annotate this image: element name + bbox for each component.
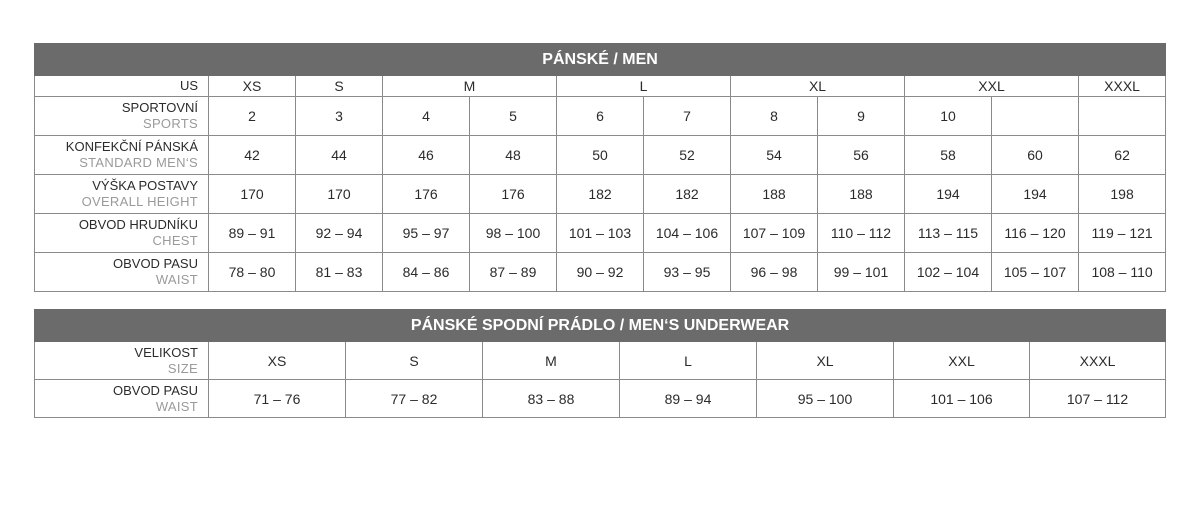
table-row-waist bbox=[35, 253, 1166, 292]
row-header: OBVOD HRUDNÍKU CHEST bbox=[35, 214, 209, 253]
table-cell: 2 bbox=[209, 97, 296, 136]
table-row-chest bbox=[35, 214, 1166, 253]
row-header: SPORTOVNÍ SPORTS bbox=[35, 97, 209, 136]
table-cell: 101 – 106 bbox=[894, 380, 1030, 418]
table-cell: 60 bbox=[992, 136, 1079, 175]
size-xxxl: XXXL bbox=[1079, 76, 1166, 97]
size-xs: XS bbox=[209, 342, 346, 380]
table-cell: 81 – 83 bbox=[296, 253, 383, 292]
table-cell: 182 bbox=[644, 175, 731, 214]
table-cell: 5 bbox=[470, 97, 557, 136]
table-cell: 113 – 115 bbox=[905, 214, 992, 253]
table-cell: 104 – 106 bbox=[644, 214, 731, 253]
table-cell: 107 – 112 bbox=[1030, 380, 1166, 418]
table-cell: 95 – 97 bbox=[383, 214, 470, 253]
size-m: M bbox=[483, 342, 620, 380]
table-cell: 4 bbox=[383, 97, 470, 136]
size-xl: XL bbox=[731, 76, 905, 97]
table-cell: 77 – 82 bbox=[346, 380, 483, 418]
table-cell: 101 – 103 bbox=[557, 214, 644, 253]
table-cell: 176 bbox=[383, 175, 470, 214]
table-cell: 10 bbox=[905, 97, 992, 136]
table-cell: 78 – 80 bbox=[209, 253, 296, 292]
table-cell: 71 – 76 bbox=[209, 380, 346, 418]
size-s: S bbox=[346, 342, 483, 380]
table-cell: 105 – 107 bbox=[992, 253, 1079, 292]
size-xs: XS bbox=[209, 76, 296, 97]
size-xxl: XXL bbox=[905, 76, 1079, 97]
table-cell: 90 – 92 bbox=[557, 253, 644, 292]
table-cell: 108 – 110 bbox=[1079, 253, 1166, 292]
men-size-table bbox=[34, 43, 1166, 292]
table-cell: 6 bbox=[557, 97, 644, 136]
table-cell: 83 – 88 bbox=[483, 380, 620, 418]
table-cell: 92 – 94 bbox=[296, 214, 383, 253]
size-m: M bbox=[383, 76, 557, 97]
underwear-size-header-row bbox=[35, 342, 1166, 380]
table-cell: 96 – 98 bbox=[731, 253, 818, 292]
table-cell: 93 – 95 bbox=[644, 253, 731, 292]
table-cell: 198 bbox=[1079, 175, 1166, 214]
table-cell: 170 bbox=[209, 175, 296, 214]
table-row-standard bbox=[35, 136, 1166, 175]
table-cell: 46 bbox=[383, 136, 470, 175]
table-cell: 89 – 94 bbox=[620, 380, 757, 418]
table-cell: 58 bbox=[905, 136, 992, 175]
row-header: KONFEKČNÍ PÁNSKÁ STANDARD MEN‘S bbox=[35, 136, 209, 175]
table-cell: 95 – 100 bbox=[757, 380, 894, 418]
table-cell: 52 bbox=[644, 136, 731, 175]
table-cell: 107 – 109 bbox=[731, 214, 818, 253]
men-size-header-row bbox=[35, 76, 1166, 97]
table-cell: 87 – 89 bbox=[470, 253, 557, 292]
table-cell: 119 – 121 bbox=[1079, 214, 1166, 253]
row-header: OBVOD PASU WAIST bbox=[35, 253, 209, 292]
size-l: L bbox=[557, 76, 731, 97]
table-cell: 194 bbox=[992, 175, 1079, 214]
row-header: VELIKOST SIZE bbox=[35, 342, 209, 380]
table-cell: 182 bbox=[557, 175, 644, 214]
table-row-waist bbox=[35, 380, 1166, 418]
size-l: L bbox=[620, 342, 757, 380]
us-size-label: US bbox=[35, 76, 209, 97]
table-cell: 50 bbox=[557, 136, 644, 175]
table-cell: 44 bbox=[296, 136, 383, 175]
table-cell: 8 bbox=[731, 97, 818, 136]
table-cell: 188 bbox=[731, 175, 818, 214]
table-cell: 84 – 86 bbox=[383, 253, 470, 292]
size-xxxl: XXXL bbox=[1030, 342, 1166, 380]
table-cell: 99 – 101 bbox=[818, 253, 905, 292]
table-cell: 110 – 112 bbox=[818, 214, 905, 253]
size-xl: XL bbox=[757, 342, 894, 380]
table-cell: 176 bbox=[470, 175, 557, 214]
size-s: S bbox=[296, 76, 383, 97]
table-row-height bbox=[35, 175, 1166, 214]
table-cell: 116 – 120 bbox=[992, 214, 1079, 253]
table-cell: 170 bbox=[296, 175, 383, 214]
men-table-title: PÁNSKÉ / MEN bbox=[35, 44, 1166, 76]
table-cell: 62 bbox=[1079, 136, 1166, 175]
row-header: OBVOD PASU WAIST bbox=[35, 380, 209, 418]
table-cell: 7 bbox=[644, 97, 731, 136]
table-row-sports bbox=[35, 97, 1166, 136]
table-cell: 54 bbox=[731, 136, 818, 175]
underwear-size-table bbox=[34, 309, 1166, 418]
table-cell: 98 – 100 bbox=[470, 214, 557, 253]
table-cell: 102 – 104 bbox=[905, 253, 992, 292]
table-cell: 9 bbox=[818, 97, 905, 136]
underwear-table-title: PÁNSKÉ SPODNÍ PRÁDLO / MEN‘S UNDERWEAR bbox=[35, 310, 1166, 342]
table-cell: 194 bbox=[905, 175, 992, 214]
table-cell bbox=[992, 97, 1079, 136]
table-cell: 3 bbox=[296, 97, 383, 136]
table-cell bbox=[1079, 97, 1166, 136]
table-cell: 48 bbox=[470, 136, 557, 175]
row-header: VÝŠKA POSTAVY OVERALL HEIGHT bbox=[35, 175, 209, 214]
table-cell: 89 – 91 bbox=[209, 214, 296, 253]
size-xxl: XXL bbox=[894, 342, 1030, 380]
table-cell: 56 bbox=[818, 136, 905, 175]
table-cell: 188 bbox=[818, 175, 905, 214]
table-cell: 42 bbox=[209, 136, 296, 175]
